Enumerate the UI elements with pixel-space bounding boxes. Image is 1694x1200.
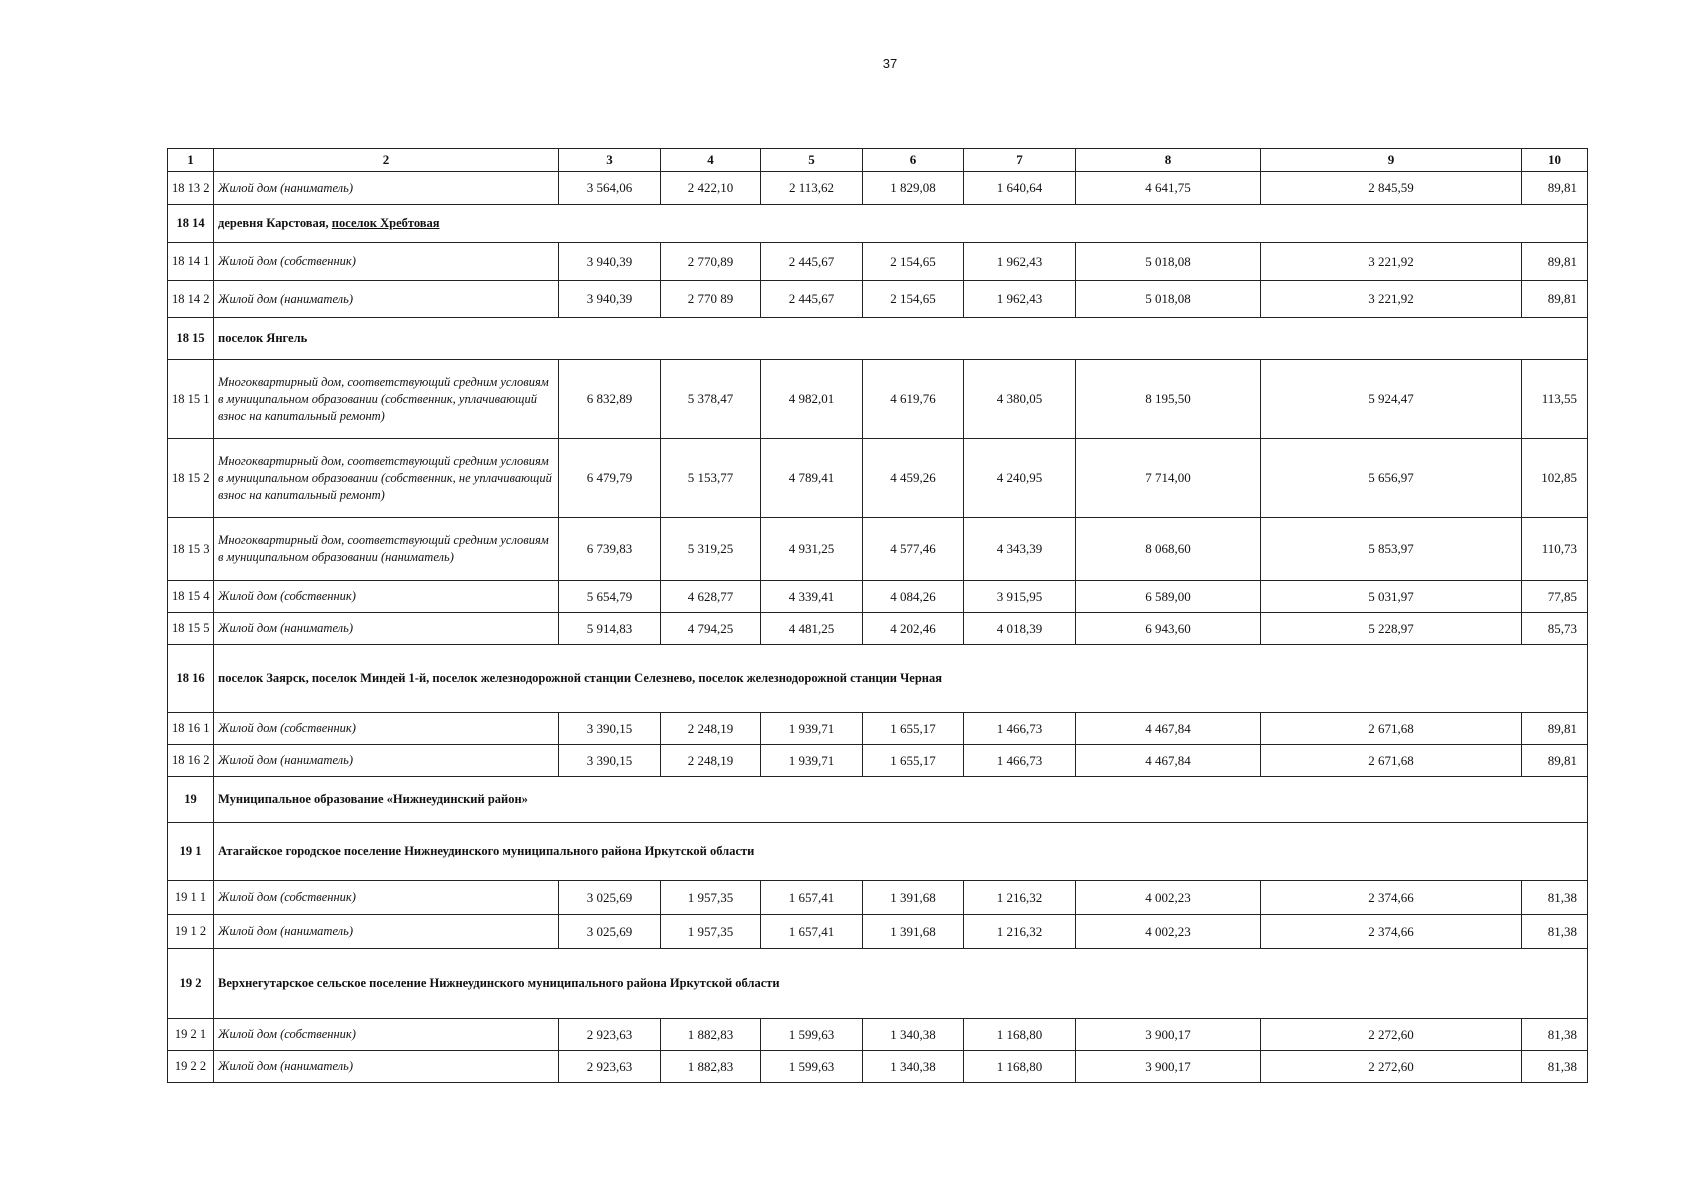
table-row bbox=[168, 243, 1588, 281]
table-row bbox=[168, 518, 1588, 581]
value-cell: 5 319,25 bbox=[661, 518, 761, 581]
value-cell: 6 589,00 bbox=[1076, 581, 1261, 613]
value-cell: 3 221,92 bbox=[1261, 281, 1522, 318]
value-cell: 3 025,69 bbox=[559, 915, 661, 949]
column-number-header: 1 bbox=[168, 149, 214, 172]
value-cell: 3 564,06 bbox=[559, 172, 661, 205]
value-cell: 5 853,97 bbox=[1261, 518, 1522, 581]
value-cell: 3 221,92 bbox=[1261, 243, 1522, 281]
value-cell: 5 654,79 bbox=[559, 581, 661, 613]
value-cell: 4 619,76 bbox=[863, 360, 964, 439]
group-title bbox=[214, 949, 1588, 1019]
value-cell: 2 445,67 bbox=[761, 281, 863, 318]
value-cell: 2 770,89 bbox=[661, 243, 761, 281]
table-row bbox=[168, 881, 1588, 915]
value-cell: 2 272,60 bbox=[1261, 1051, 1522, 1083]
value-cell: 1 391,68 bbox=[863, 881, 964, 915]
row-code: 18 15 1 bbox=[168, 360, 214, 439]
value-cell: 1 466,73 bbox=[964, 713, 1076, 745]
value-cell: 1 939,71 bbox=[761, 713, 863, 745]
value-cell: 5 153,77 bbox=[661, 439, 761, 518]
row-description: Жилой дом (собственник) bbox=[214, 1019, 559, 1051]
row-code: 18 16 1 bbox=[168, 713, 214, 745]
value-cell: 3 900,17 bbox=[1076, 1019, 1261, 1051]
value-cell: 4 467,84 bbox=[1076, 745, 1261, 777]
row-description: Жилой дом (собственник) bbox=[214, 713, 559, 745]
group-title bbox=[214, 823, 1588, 881]
column-number-header: 2 bbox=[214, 149, 559, 172]
value-cell: 4 202,46 bbox=[863, 613, 964, 645]
value-cell: 5 228,97 bbox=[1261, 613, 1522, 645]
table-row bbox=[168, 745, 1588, 777]
value-cell: 5 018,08 bbox=[1076, 243, 1261, 281]
value-cell: 6 739,83 bbox=[559, 518, 661, 581]
value-cell: 4 577,46 bbox=[863, 518, 964, 581]
row-code: 18 14 2 bbox=[168, 281, 214, 318]
row-description: Жилой дом (наниматель) bbox=[214, 172, 559, 205]
group-title bbox=[214, 318, 1588, 360]
value-cell: 8 068,60 bbox=[1076, 518, 1261, 581]
row-code: 18 14 bbox=[168, 205, 214, 243]
column-number-header: 6 bbox=[863, 149, 964, 172]
row-description: Жилой дом (собственник) bbox=[214, 581, 559, 613]
table-row bbox=[168, 613, 1588, 645]
row-code: 18 14 1 bbox=[168, 243, 214, 281]
value-cell: 77,85 bbox=[1522, 581, 1588, 613]
group-row bbox=[168, 645, 1588, 713]
value-cell: 1 216,32 bbox=[964, 881, 1076, 915]
group-title-underlined: поселок Хребтовая bbox=[331, 216, 440, 230]
row-code: 19 1 1 bbox=[168, 881, 214, 915]
value-cell: 2 248,19 bbox=[661, 745, 761, 777]
row-code: 19 1 bbox=[168, 823, 214, 881]
value-cell: 5 914,83 bbox=[559, 613, 661, 645]
value-cell: 3 900,17 bbox=[1076, 1051, 1261, 1083]
value-cell: 1 216,32 bbox=[964, 915, 1076, 949]
row-code: 18 16 2 bbox=[168, 745, 214, 777]
value-cell: 4 002,23 bbox=[1076, 915, 1261, 949]
column-number-header: 8 bbox=[1076, 149, 1261, 172]
row-code: 18 15 5 bbox=[168, 613, 214, 645]
value-cell: 4 084,26 bbox=[863, 581, 964, 613]
row-code: 19 2 1 bbox=[168, 1019, 214, 1051]
row-description: Жилой дом (собственник) bbox=[214, 881, 559, 915]
value-cell: 1 599,63 bbox=[761, 1019, 863, 1051]
group-row bbox=[168, 205, 1588, 243]
value-cell: 1 962,43 bbox=[964, 281, 1076, 318]
value-cell: 85,73 bbox=[1522, 613, 1588, 645]
group-row bbox=[168, 777, 1588, 823]
column-number-header: 9 bbox=[1261, 149, 1522, 172]
group-title-text: поселок Заярск, поселок Миндей 1-й, поселок железнодорожной станции Селезнево, поселок железнодорожной станции Черная bbox=[218, 671, 943, 685]
value-cell: 2 671,68 bbox=[1261, 745, 1522, 777]
row-description: Жилой дом (наниматель) bbox=[214, 745, 559, 777]
value-cell: 2 923,63 bbox=[559, 1051, 661, 1083]
value-cell: 5 018,08 bbox=[1076, 281, 1261, 318]
value-cell: 4 628,77 bbox=[661, 581, 761, 613]
value-cell: 1 882,83 bbox=[661, 1019, 761, 1051]
value-cell: 2 154,65 bbox=[863, 243, 964, 281]
row-code: 18 15 4 bbox=[168, 581, 214, 613]
value-cell: 4 982,01 bbox=[761, 360, 863, 439]
value-cell: 2 272,60 bbox=[1261, 1019, 1522, 1051]
value-cell: 1 962,43 bbox=[964, 243, 1076, 281]
value-cell: 8 195,50 bbox=[1076, 360, 1261, 439]
value-cell: 6 832,89 bbox=[559, 360, 661, 439]
value-cell: 110,73 bbox=[1522, 518, 1588, 581]
group-title-text: деревня Карстовая, bbox=[218, 216, 332, 230]
group-title-text: Верхнегутарское сельское поселение Нижнеудинского муниципального района Иркутской области bbox=[218, 976, 780, 990]
column-number-header: 4 bbox=[661, 149, 761, 172]
row-code: 19 2 bbox=[168, 949, 214, 1019]
value-cell: 89,81 bbox=[1522, 745, 1588, 777]
row-code: 18 16 bbox=[168, 645, 214, 713]
value-cell: 2 445,67 bbox=[761, 243, 863, 281]
table-row bbox=[168, 172, 1588, 205]
value-cell: 1 957,35 bbox=[661, 881, 761, 915]
value-cell: 3 390,15 bbox=[559, 713, 661, 745]
value-cell: 3 915,95 bbox=[964, 581, 1076, 613]
value-cell: 2 248,19 bbox=[661, 713, 761, 745]
value-cell: 5 656,97 bbox=[1261, 439, 1522, 518]
value-cell: 102,85 bbox=[1522, 439, 1588, 518]
table-row bbox=[168, 1051, 1588, 1083]
value-cell: 1 655,17 bbox=[863, 745, 964, 777]
table-row bbox=[168, 1019, 1588, 1051]
page-number: 37 bbox=[882, 56, 898, 71]
value-cell: 4 467,84 bbox=[1076, 713, 1261, 745]
value-cell: 89,81 bbox=[1522, 172, 1588, 205]
row-code: 19 bbox=[168, 777, 214, 823]
value-cell: 1 391,68 bbox=[863, 915, 964, 949]
value-cell: 1 168,80 bbox=[964, 1051, 1076, 1083]
value-cell: 2 770 89 bbox=[661, 281, 761, 318]
row-description: Многоквартирный дом, соответствующий средним условиям в муниципальном образовании (наниматель) bbox=[214, 518, 559, 581]
value-cell: 4 641,75 bbox=[1076, 172, 1261, 205]
value-cell: 2 154,65 bbox=[863, 281, 964, 318]
row-code: 19 2 2 bbox=[168, 1051, 214, 1083]
value-cell: 4 018,39 bbox=[964, 613, 1076, 645]
value-cell: 7 714,00 bbox=[1076, 439, 1261, 518]
table-body bbox=[168, 172, 1588, 1083]
group-title-text: поселок Янгель bbox=[218, 331, 308, 345]
value-cell: 1 340,38 bbox=[863, 1051, 964, 1083]
value-cell: 4 002,23 bbox=[1076, 881, 1261, 915]
value-cell: 4 481,25 bbox=[761, 613, 863, 645]
row-description: Многоквартирный дом, соответствующий средним условиям в муниципальном образовании (собственник, не уплачивающий взнос на капитальный ремонт) bbox=[214, 439, 559, 518]
value-cell: 1 957,35 bbox=[661, 915, 761, 949]
column-number-header: 5 bbox=[761, 149, 863, 172]
row-code: 18 15 3 bbox=[168, 518, 214, 581]
row-description: Жилой дом (наниматель) bbox=[214, 915, 559, 949]
group-row bbox=[168, 949, 1588, 1019]
value-cell: 1 657,41 bbox=[761, 881, 863, 915]
column-number-header: 7 bbox=[964, 149, 1076, 172]
value-cell: 4 794,25 bbox=[661, 613, 761, 645]
group-row bbox=[168, 823, 1588, 881]
value-cell: 89,81 bbox=[1522, 243, 1588, 281]
value-cell: 4 459,26 bbox=[863, 439, 964, 518]
value-cell: 4 380,05 bbox=[964, 360, 1076, 439]
value-cell: 1 640,64 bbox=[964, 172, 1076, 205]
value-cell: 113,55 bbox=[1522, 360, 1588, 439]
row-code: 18 15 bbox=[168, 318, 214, 360]
table-row bbox=[168, 281, 1588, 318]
row-description: Жилой дом (наниматель) bbox=[214, 281, 559, 318]
value-cell: 3 390,15 bbox=[559, 745, 661, 777]
value-cell: 81,38 bbox=[1522, 881, 1588, 915]
row-description: Жилой дом (наниматель) bbox=[214, 613, 559, 645]
value-cell: 3 940,39 bbox=[559, 281, 661, 318]
value-cell: 4 931,25 bbox=[761, 518, 863, 581]
value-cell: 1 599,63 bbox=[761, 1051, 863, 1083]
value-cell: 2 671,68 bbox=[1261, 713, 1522, 745]
table-row bbox=[168, 915, 1588, 949]
value-cell: 89,81 bbox=[1522, 281, 1588, 318]
row-code: 18 15 2 bbox=[168, 439, 214, 518]
group-row bbox=[168, 318, 1588, 360]
value-cell: 2 422,10 bbox=[661, 172, 761, 205]
value-cell: 4 789,41 bbox=[761, 439, 863, 518]
column-number-header: 10 bbox=[1522, 149, 1588, 172]
value-cell: 2 374,66 bbox=[1261, 915, 1522, 949]
group-title bbox=[214, 777, 1588, 823]
value-cell: 5 378,47 bbox=[661, 360, 761, 439]
table-row bbox=[168, 360, 1588, 439]
column-number-header: 3 bbox=[559, 149, 661, 172]
value-cell: 81,38 bbox=[1522, 915, 1588, 949]
group-title bbox=[214, 645, 1588, 713]
group-title-text: Атагайское городское поселение Нижнеудинского муниципального района Иркутской области bbox=[218, 844, 755, 858]
row-description: Жилой дом (наниматель) bbox=[214, 1051, 559, 1083]
value-cell: 2 845,59 bbox=[1261, 172, 1522, 205]
value-cell: 3 940,39 bbox=[559, 243, 661, 281]
value-cell: 89,81 bbox=[1522, 713, 1588, 745]
value-cell: 4 343,39 bbox=[964, 518, 1076, 581]
value-cell: 1 829,08 bbox=[863, 172, 964, 205]
row-description: Жилой дом (собственник) bbox=[214, 243, 559, 281]
value-cell: 81,38 bbox=[1522, 1019, 1588, 1051]
group-title bbox=[214, 205, 1588, 243]
row-code: 18 13 2 bbox=[168, 172, 214, 205]
row-code: 19 1 2 bbox=[168, 915, 214, 949]
value-cell: 1 340,38 bbox=[863, 1019, 964, 1051]
value-cell: 2 113,62 bbox=[761, 172, 863, 205]
value-cell: 1 939,71 bbox=[761, 745, 863, 777]
table-row bbox=[168, 713, 1588, 745]
value-cell: 1 466,73 bbox=[964, 745, 1076, 777]
value-cell: 1 655,17 bbox=[863, 713, 964, 745]
value-cell: 1 882,83 bbox=[661, 1051, 761, 1083]
group-title-text: Муниципальное образование «Нижнеудинский район» bbox=[218, 792, 528, 806]
value-cell: 4 240,95 bbox=[964, 439, 1076, 518]
value-cell: 5 031,97 bbox=[1261, 581, 1522, 613]
value-cell: 2 374,66 bbox=[1261, 881, 1522, 915]
row-description: Многоквартирный дом, соответствующий средним условиям в муниципальном образовании (собственник, уплачивающий взнос на капитальный ремонт) bbox=[214, 360, 559, 439]
table-row bbox=[168, 581, 1588, 613]
table-row bbox=[168, 439, 1588, 518]
value-cell: 5 924,47 bbox=[1261, 360, 1522, 439]
value-cell: 6 943,60 bbox=[1076, 613, 1261, 645]
value-cell: 4 339,41 bbox=[761, 581, 863, 613]
column-number-row bbox=[168, 149, 1588, 172]
value-cell: 1 168,80 bbox=[964, 1019, 1076, 1051]
tariff-table bbox=[167, 148, 1588, 1083]
value-cell: 1 657,41 bbox=[761, 915, 863, 949]
value-cell: 6 479,79 bbox=[559, 439, 661, 518]
value-cell: 3 025,69 bbox=[559, 881, 661, 915]
value-cell: 81,38 bbox=[1522, 1051, 1588, 1083]
value-cell: 2 923,63 bbox=[559, 1019, 661, 1051]
